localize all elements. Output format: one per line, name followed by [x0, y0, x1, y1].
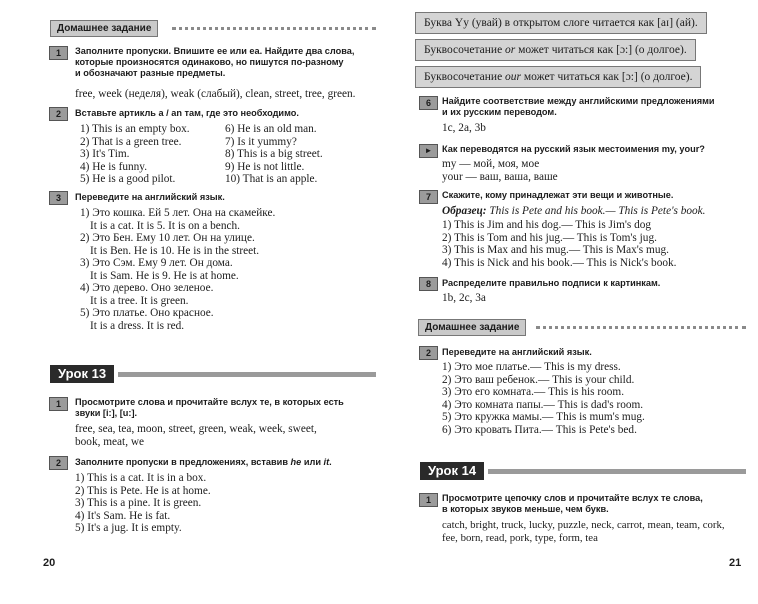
translation-line: 4) Это комната папы.— This is dad's room.: [442, 398, 644, 411]
answer-line: 3) It's Tim.: [80, 148, 130, 160]
answer-line: 2) This is Pete. He is at home.: [75, 484, 211, 497]
answer-column-left: [80, 123, 190, 186]
answer-list: [75, 472, 211, 535]
word-line: free, sea, tea, moon, street, green, weak, week, sweet,: [75, 423, 317, 435]
exercise-instruction: Распределите правильно подписи к картинкам.: [442, 278, 661, 288]
instruction-line: которые произносятся одинаково, но пишутся по-разному: [75, 57, 344, 67]
exercise-number: 2: [419, 346, 438, 360]
instruction-line: Просмотрите цепочку слов и прочитайте вслух те слова,: [442, 493, 703, 503]
translation-line: It is a dress. It is red.: [90, 319, 185, 332]
translation-line: 3) Это Сэм. Ему 9 лет. Он дома.: [80, 257, 233, 269]
exercise-instruction: Переведите на английский язык.: [75, 192, 225, 202]
translation-line: 2) Это ваш ребенок.— This is your child.: [442, 373, 635, 386]
translation-line: 2) Это Бен. Ему 10 лет. Он на улице.: [80, 232, 255, 244]
translation-line: 3) Это его комната.— This is his room.: [442, 386, 625, 398]
exercise-number: 3: [49, 191, 68, 205]
page-number: 21: [729, 557, 742, 569]
word-line: book, meat, we: [75, 435, 145, 448]
sample-text: This is Pete and his book.— This is Pete's book.: [489, 205, 706, 217]
dotted-divider: [536, 326, 746, 329]
answer-list: [442, 219, 676, 269]
answer-line: 5) He is a good pilot.: [80, 173, 176, 185]
exercise-number: 2: [49, 107, 68, 121]
exercise-number: 2: [49, 456, 68, 470]
translation-line: It is Sam. He is 9. He is at home.: [90, 269, 239, 282]
exercise-instruction: Скажите, кому принадлежат эти вещи и животные.: [442, 190, 674, 200]
instruction-keyword: he: [290, 457, 302, 467]
translation-line: 1) Это кошка. Ей 5 лет. Она на скамейке.: [80, 207, 276, 219]
exercise-instruction: Вставьте артикль a / an там, где это необходимо.: [75, 108, 299, 118]
exercise-instruction: [75, 397, 344, 419]
rule-box: [415, 39, 696, 61]
rule-text: Буквосочетание: [424, 44, 503, 56]
lesson-divider: [488, 469, 746, 474]
answer-column-right: [225, 123, 323, 186]
answer-line: 9) He is not little.: [225, 160, 305, 173]
exercise-number: 8: [419, 277, 438, 291]
word-line: fee, born, read, pork, type, form, tea: [442, 531, 598, 544]
exercise-instruction: [75, 46, 354, 79]
answer-line: 4) It's Sam. He is fat.: [75, 509, 171, 522]
translation-line: 5) Это платье. Оно красное.: [80, 307, 214, 319]
instruction-line: и обозначают разные предметы.: [75, 68, 226, 78]
word-line: catch, bright, truck, lucky, puzzle, neck, carrot, mean, team, cork,: [442, 519, 725, 531]
exercise-number: 6: [419, 96, 438, 110]
answer-text: 1b, 2c, 3a: [442, 292, 486, 304]
rule-text: может читаться как [ɔ:] (о долгое).: [523, 71, 693, 83]
answer-line: 1) This is a cat. It is in a box.: [75, 472, 207, 484]
homework-label: Домашнее задание: [418, 319, 526, 336]
answer-text: 1c, 2a, 3b: [442, 122, 486, 134]
answer-line: 1) This is an empty box.: [80, 123, 190, 135]
translation-line: 6) Это кровать Пита.— This is Pete's bed.: [442, 423, 637, 436]
exercise-number: 1: [49, 46, 68, 60]
answer-line: 6) He is an old man.: [225, 123, 317, 135]
pronoun-line: your — ваш, ваша, ваше: [442, 170, 558, 183]
rule-keyword: or: [505, 44, 516, 56]
instruction-line: и их русским переводом.: [442, 107, 557, 117]
instruction-text: Заполните пропуски в предложениях, вставив: [75, 457, 288, 467]
answer-line: 2) This is Tom and his jug.— This is Tom's jug.: [442, 231, 657, 244]
instruction-line: Найдите соответствие между английскими предложениями: [442, 96, 715, 106]
answer-line: 3) This is a pine. It is green.: [75, 497, 202, 509]
translation-line: It is a tree. It is green.: [90, 294, 189, 307]
exercise-instruction: [442, 96, 715, 118]
exercise-number: 1: [49, 397, 68, 411]
answer-line: 3) This is Max and his mug.— This is Max's mug.: [442, 244, 669, 256]
instruction-line: Просмотрите слова и прочитайте вслух те, в которых есть: [75, 397, 344, 407]
translation-line: It is a cat. It is 5. It is on a bench.: [90, 219, 240, 232]
answer-line: 5) It's a jug. It is empty.: [75, 522, 182, 534]
exercise-number: 7: [419, 190, 438, 204]
translation-line: 4) Это дерево. Оно зеленое.: [80, 282, 214, 294]
answer-line: 10) That is an apple.: [225, 173, 318, 185]
exercise-instruction: Заполните пропуски в предложениях, вставив he или it.: [75, 457, 332, 467]
page-number: 20: [43, 557, 56, 569]
pronoun-line: my — мой, моя, мое: [442, 158, 540, 170]
answer-line: 1) This is Jim and his dog.— This is Jim's dog: [442, 219, 652, 231]
right-page: [379, 0, 758, 604]
answer-line: 8) This is a big street.: [225, 148, 323, 160]
answer-line: 2) That is a green tree.: [80, 135, 182, 148]
pronoun-list: [442, 158, 558, 183]
answer-text: free, week (неделя), weak (слабый), clean, street, tree, green.: [75, 88, 356, 100]
exercise-instruction: [442, 493, 703, 515]
lesson-title: Урок 13: [50, 365, 114, 383]
dotted-divider: [172, 27, 376, 30]
word-list: [75, 423, 317, 448]
instruction-line: в которых звуков меньше, чем букв.: [442, 504, 609, 514]
word-list: [442, 519, 725, 544]
exercise-instruction: Как переводятся на русский язык местоимения my, your?: [442, 144, 705, 154]
translation-list: [442, 361, 645, 436]
arrow-icon: ►: [419, 144, 438, 158]
instruction-keyword: it: [323, 457, 330, 467]
instruction-text: или: [303, 457, 321, 467]
translation-list: [80, 207, 275, 332]
sample-line: [442, 205, 706, 218]
answer-line: 7) Is it yummy?: [225, 135, 297, 148]
homework-label: Домашнее задание: [50, 20, 158, 37]
instruction-line: звуки [i:], [u:].: [75, 408, 138, 418]
rule-text: может читаться как [ɔ:] (о долгое).: [518, 44, 687, 56]
exercise-number: 1: [419, 493, 438, 507]
translation-line: 5) Это кружка мамы.— This is mum's mug.: [442, 411, 645, 423]
lesson-divider: [118, 372, 376, 377]
translation-line: 1) Это мое платье.— This is my dress.: [442, 361, 621, 373]
rule-box: Буква Yy (увай) в открытом слоге читается как [aɪ] (ай).: [415, 12, 707, 34]
rule-keyword: our: [505, 71, 522, 83]
rule-text: Буквосочетание: [424, 71, 503, 83]
sample-label: Образец:: [442, 205, 487, 217]
lesson-title: Урок 14: [420, 462, 484, 480]
exercise-instruction: Переведите на английский язык.: [442, 347, 592, 357]
translation-line: It is Ben. He is 10. He is in the street.: [90, 244, 260, 257]
answer-line: 4) He is funny.: [80, 160, 148, 173]
instruction-line: Заполните пропуски. Впишите ee или ea. Найдите два слова,: [75, 46, 355, 56]
rule-box: [415, 66, 701, 88]
answer-line: 4) This is Nick and his book.— This is Nick's book.: [442, 256, 677, 269]
